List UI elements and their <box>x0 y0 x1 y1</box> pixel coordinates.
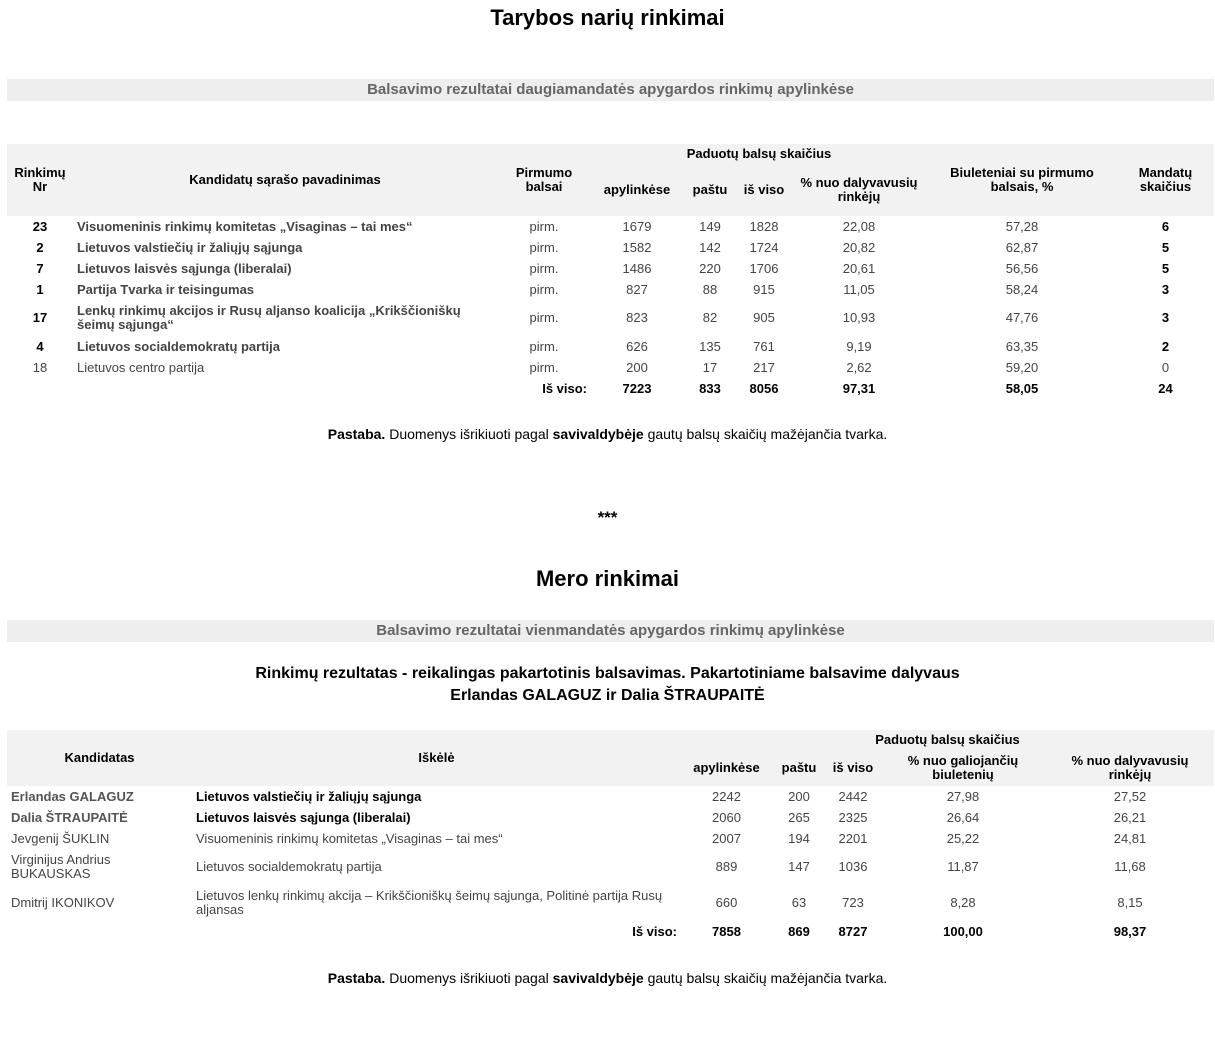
row-mail: 194 <box>788 830 810 846</box>
row-first: pirm. <box>529 218 559 234</box>
row-ballots: 47,76 <box>1005 310 1039 325</box>
row-list-name: Lietuvos centro partija <box>77 359 205 375</box>
table-row <box>7 237 1214 258</box>
row-pct: 9,19 <box>846 338 872 354</box>
header-total: iš viso <box>737 164 791 216</box>
row-precincts: 660 <box>715 895 738 910</box>
row-candidate: Jevgenij ŠUKLIN <box>11 830 110 846</box>
header-mail: paštu <box>683 164 737 216</box>
header-pct-voters: % nuo dalyvavusių rinkėjų <box>1046 750 1214 786</box>
row-first: pirm. <box>529 281 559 297</box>
row-pct: 20,61 <box>842 260 876 276</box>
note-bold: savivaldybėje <box>552 426 644 442</box>
row-party: Lietuvos socialdemokratų partija <box>196 859 382 874</box>
row-mail: 149 <box>699 218 721 234</box>
row-mail: 220 <box>699 260 721 276</box>
row-ballots: 58,24 <box>1005 281 1039 297</box>
table-row <box>7 849 1214 885</box>
mayor-note <box>0 970 1215 986</box>
row-pct-valid: 25,22 <box>946 830 980 846</box>
row-nr: 18 <box>32 359 48 375</box>
row-total: 2325 <box>838 809 868 825</box>
table-row <box>7 279 1214 300</box>
table-row <box>7 807 1214 828</box>
note-label: Pastaba. <box>327 970 386 986</box>
table-row <box>7 885 1214 921</box>
header-first-votes: Pirmumo balsai <box>497 144 591 216</box>
table-row <box>7 300 1214 336</box>
row-precincts: 2007 <box>712 830 741 846</box>
totals-ballots: 58,05 <box>1005 380 1039 396</box>
totals-mandates: 24 <box>1158 380 1173 396</box>
header-candidate: Kandidatas <box>7 730 192 786</box>
row-pct-valid: 26,64 <box>946 809 980 825</box>
row-precincts: 827 <box>626 281 648 297</box>
runoff-announcement <box>0 663 1215 707</box>
row-pct: 20,82 <box>842 239 876 255</box>
row-mail: 17 <box>702 359 718 375</box>
row-party: Lietuvos laisvės sąjunga (liberalai) <box>196 809 411 825</box>
row-mandates: 3 <box>1161 281 1170 297</box>
mayor-title: Mero rinkimai <box>535 566 680 591</box>
header-mail: paštu <box>772 750 826 786</box>
header-mandates: Mandatų skaičius <box>1117 144 1214 216</box>
table-row <box>7 336 1214 357</box>
row-ballots: 56,56 <box>1005 260 1039 276</box>
row-precincts: 823 <box>626 310 648 325</box>
totals-total: 8727 <box>838 923 868 939</box>
row-list-name: Partija Tvarka ir teisingumas <box>77 281 255 297</box>
row-pct-valid: 27,98 <box>946 788 980 804</box>
row-mail: 200 <box>788 788 810 804</box>
row-precincts: 1486 <box>622 260 652 276</box>
header-total: iš viso <box>826 750 880 786</box>
row-first: pirm. <box>529 310 559 325</box>
row-total: 1724 <box>749 239 779 255</box>
note-text-end: gautų balsų skaičių mažėjančia tvarka. <box>643 970 888 986</box>
row-precincts: 626 <box>626 338 648 354</box>
announcement-line-1: Rinkimų rezultatas - reikalingas pakartotinis balsavimas. Pakartotiniame balsavime dalyvaus <box>255 665 960 682</box>
note-bold: savivaldybėje <box>552 970 644 986</box>
row-total: 915 <box>753 281 775 297</box>
totals-row <box>7 378 1214 399</box>
row-total: 723 <box>842 895 864 910</box>
header-precincts: apylinkėse <box>591 164 683 216</box>
row-precincts: 2060 <box>712 809 741 825</box>
totals-label: Iš viso: <box>632 923 677 939</box>
totals-label: Iš viso: <box>542 380 587 396</box>
header-pct-voters: % nuo dalyvavusių rinkėjų <box>791 164 927 216</box>
row-nr: 7 <box>36 260 44 276</box>
row-precincts: 200 <box>626 359 648 375</box>
row-mail: 265 <box>788 809 810 825</box>
table-row <box>7 216 1214 237</box>
row-nr: 1 <box>36 281 44 297</box>
row-total: 1036 <box>838 859 868 874</box>
note-text: Duomenys išrikiuoti pagal <box>385 970 553 986</box>
row-pct: 11,05 <box>843 281 875 297</box>
section-separator: *** <box>597 508 618 527</box>
row-mandates: 5 <box>1161 260 1170 276</box>
row-candidate: Dmitrij IKONIKOV <box>11 895 115 910</box>
row-pct-voters: 11,68 <box>1114 859 1146 874</box>
row-precincts: 1679 <box>622 218 652 234</box>
totals-pct-valid: 100,00 <box>943 923 983 939</box>
totals-total: 8056 <box>749 380 779 396</box>
header-pct-valid: % nuo galiojančių biuletenių <box>880 750 1046 786</box>
row-pct-voters: 24,81 <box>1113 830 1147 846</box>
mayor-results-table <box>7 730 1214 942</box>
row-total: 1828 <box>749 218 779 234</box>
row-total: 2442 <box>838 788 868 804</box>
row-list-name: Visuomeninis rinkimų komitetas „Visaginas – tai mes“ <box>77 218 413 234</box>
row-mail: 63 <box>791 895 807 910</box>
row-pct-valid: 11,87 <box>947 859 979 874</box>
row-precincts: 2242 <box>712 788 741 804</box>
row-nr: 4 <box>36 338 44 354</box>
table-row <box>7 786 1214 807</box>
note-text: Duomenys išrikiuoti pagal <box>385 426 553 442</box>
row-mandates: 5 <box>1161 239 1170 255</box>
row-list-name: Lietuvos socialdemokratų partija <box>77 338 281 354</box>
row-mail: 82 <box>702 310 718 325</box>
row-mandates: 0 <box>1161 359 1170 375</box>
header-nominated: Iškėlė <box>192 730 681 786</box>
header-ballots-pct: Biuleteniai su pirmumo balsais, % <box>927 144 1117 216</box>
table-row <box>7 357 1214 378</box>
row-total: 761 <box>753 338 775 354</box>
council-results-table <box>7 144 1214 399</box>
row-pct-voters: 27,52 <box>1113 788 1147 804</box>
row-list-name: Lenkų rinkimų akcijos ir Rusų aljanso koalicija „Krikščioniškų šeimų sąjunga“ <box>77 303 461 332</box>
row-pct-valid: 8,28 <box>950 895 976 910</box>
totals-mail: 833 <box>699 380 721 396</box>
row-nr: 17 <box>32 310 48 325</box>
row-candidate: Dalia ŠTRAUPAITĖ <box>11 809 128 825</box>
row-party: Lietuvos valstiečių ir žaliųjų sąjunga <box>196 788 422 804</box>
header-precincts: apylinkėse <box>681 750 772 786</box>
note-label: Pastaba. <box>327 426 386 442</box>
row-mandates: 2 <box>1161 338 1170 354</box>
row-precincts: 889 <box>715 859 738 874</box>
row-ballots: 63,35 <box>1005 338 1039 354</box>
row-total: 905 <box>753 310 775 325</box>
row-pct: 2,62 <box>846 359 872 375</box>
row-pct-voters: 8,15 <box>1117 895 1143 910</box>
mayor-subtitle-band: Balsavimo rezultatai vienmandatės apygardos rinkimų apylinkėse <box>7 620 1214 642</box>
totals-pct: 97,31 <box>842 380 876 396</box>
row-nr: 23 <box>32 218 48 234</box>
row-nr: 2 <box>36 239 44 255</box>
row-pct: 10,93 <box>842 310 876 325</box>
row-total: 217 <box>753 359 775 375</box>
row-mail: 147 <box>788 859 810 874</box>
row-party: Lietuvos lenkų rinkimų akcija – Krikščioniškų šeimų sąjunga, Politinė partija Rusų aljansas <box>196 888 663 917</box>
row-precincts: 1582 <box>622 239 652 255</box>
council-note <box>0 426 1215 442</box>
row-pct-voters: 26,21 <box>1113 809 1147 825</box>
row-first: pirm. <box>529 338 559 354</box>
row-party: Visuomeninis rinkimų komitetas „Visaginas – tai mes“ <box>196 830 503 846</box>
row-list-name: Lietuvos valstiečių ir žaliųjų sąjunga <box>77 239 303 255</box>
totals-mail: 869 <box>788 923 810 939</box>
row-ballots: 62,87 <box>1005 239 1039 255</box>
row-candidate: Virginijus Andrius BUKAUSKAS <box>11 852 111 881</box>
header-votes-group: Paduotų balsų skaičius <box>681 730 1214 750</box>
row-total: 1706 <box>749 260 779 276</box>
header-votes-group: Paduotų balsų skaičius <box>591 144 927 164</box>
row-first: pirm. <box>529 239 559 255</box>
note-text-end: gautų balsų skaičių mažėjančia tvarka. <box>643 426 888 442</box>
announcement-line-2: Erlandas GALAGUZ ir Dalia ŠTRAUPAITĖ <box>450 687 765 704</box>
row-first: pirm. <box>529 359 559 375</box>
row-mail: 135 <box>699 338 721 354</box>
header-list-name: Kandidatų sąrašo pavadinimas <box>73 144 497 216</box>
row-list-name: Lietuvos laisvės sąjunga (liberalai) <box>77 260 292 276</box>
totals-precincts: 7858 <box>712 923 741 939</box>
table-row <box>7 258 1214 279</box>
totals-row <box>7 921 1214 942</box>
totals-pct-voters: 98,37 <box>1113 923 1147 939</box>
council-title: Tarybos narių rinkimai <box>490 5 725 30</box>
row-mail: 88 <box>702 281 718 297</box>
row-pct: 22,08 <box>842 218 876 234</box>
totals-precincts: 7223 <box>622 380 652 396</box>
row-mail: 142 <box>699 239 721 255</box>
row-mandates: 3 <box>1161 310 1170 325</box>
council-subtitle-band: Balsavimo rezultatai daugiamandatės apygardos rinkimų apylinkėse <box>7 79 1214 101</box>
row-mandates: 6 <box>1161 218 1170 234</box>
row-first: pirm. <box>529 260 559 276</box>
table-row <box>7 828 1214 849</box>
header-nr: Rinkimų Nr <box>7 144 73 216</box>
row-ballots: 57,28 <box>1005 218 1039 234</box>
row-ballots: 59,20 <box>1005 359 1039 375</box>
row-total: 2201 <box>838 830 868 846</box>
row-candidate: Erlandas GALAGUZ <box>11 788 134 804</box>
